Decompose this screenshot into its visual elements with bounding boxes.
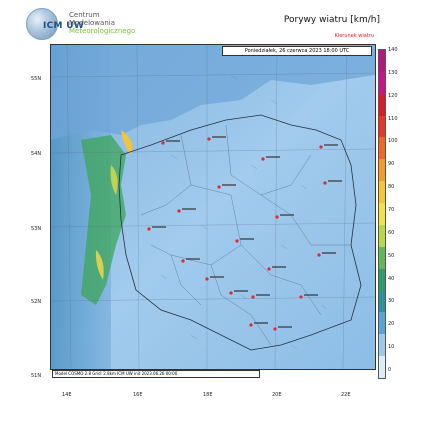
colorbar-segment <box>379 181 385 203</box>
city-dot <box>299 295 302 298</box>
org-name-line2: Modelowania <box>69 19 115 27</box>
colorbar-segment <box>379 50 385 72</box>
colorbar-segment <box>379 269 385 291</box>
colorbar-segment <box>379 312 385 334</box>
lat-label: 54N <box>31 151 42 157</box>
city-dot <box>317 253 320 256</box>
city-dot <box>205 277 208 280</box>
city-dot <box>229 291 232 294</box>
forecast-date: Poniedziałek, 26 czerwca 2023 18:00 UTC <box>222 46 372 56</box>
colorbar-tick: 0 <box>388 367 392 373</box>
lon-label: 20E <box>272 392 282 398</box>
colorbar-segment <box>379 291 385 313</box>
lon-label: 22E <box>341 392 351 398</box>
colorbar <box>378 49 386 379</box>
city-dot <box>323 181 326 184</box>
city-dot <box>207 137 210 140</box>
city-dot <box>251 295 254 298</box>
colorbar-tick: 90 <box>388 161 395 168</box>
city-dot <box>267 267 270 270</box>
lat-label: 53N <box>31 226 42 232</box>
map-title: Porywy wiatru [km/h] <box>283 15 380 25</box>
colorbar-segment <box>379 334 385 356</box>
org-name-line1: Centrum <box>69 11 100 19</box>
colorbar-tick: 120 <box>388 92 398 99</box>
forecast-map <box>50 44 376 370</box>
org-name-line3: Meteorologicznego <box>69 27 136 35</box>
colorbar-segment <box>379 203 385 225</box>
colorbar-tick: 20 <box>388 321 395 328</box>
city-dot <box>261 157 264 160</box>
colorbar-segment <box>379 137 385 159</box>
city-dot <box>275 215 278 218</box>
colorbar-tick: 130 <box>388 69 398 76</box>
colorbar-tick: 40 <box>388 275 395 282</box>
colorbar-tick: 110 <box>388 115 398 122</box>
map-subtitle: Kierunek wiatru <box>334 33 374 39</box>
colorbar-tick: 30 <box>388 298 395 305</box>
map-svg <box>51 45 375 369</box>
colorbar-tick: 60 <box>388 229 395 236</box>
lat-label: 51N <box>31 373 42 379</box>
colorbar-tick: 10 <box>388 344 395 351</box>
city-dot <box>273 327 276 330</box>
colorbar-tick: 100 <box>388 138 398 145</box>
colorbar-segment <box>379 247 385 269</box>
colorbar-segment <box>379 356 385 378</box>
colorbar-tick: 80 <box>388 184 395 191</box>
colorbar-segment <box>379 159 385 181</box>
colorbar-segment <box>379 225 385 247</box>
lon-label: 18E <box>203 392 213 398</box>
city-dot <box>319 145 322 148</box>
lon-label: 14E <box>62 392 72 398</box>
logo-text: ICM UW <box>43 21 85 31</box>
city-dot <box>147 227 150 230</box>
city-dot <box>235 239 238 242</box>
lat-label: 52N <box>31 299 42 305</box>
colorbar-tick: 70 <box>388 207 395 213</box>
city-dot <box>217 185 220 188</box>
colorbar-tick: 140 <box>388 47 398 53</box>
lon-label: 16E <box>133 392 143 398</box>
colorbar-segment <box>379 94 385 116</box>
city-dot <box>181 259 184 262</box>
lat-label: 55N <box>31 76 42 82</box>
colorbar-segment <box>379 72 385 94</box>
city-dot <box>249 323 252 326</box>
colorbar-segment <box>379 116 385 138</box>
city-dot <box>177 209 180 212</box>
colorbar-tick: 50 <box>388 252 395 259</box>
city-dot <box>161 141 164 144</box>
model-credit: Model COSMO 2.8 Grid: 2.8km ICM UW init 2023.06.26 00:00 <box>52 370 260 378</box>
